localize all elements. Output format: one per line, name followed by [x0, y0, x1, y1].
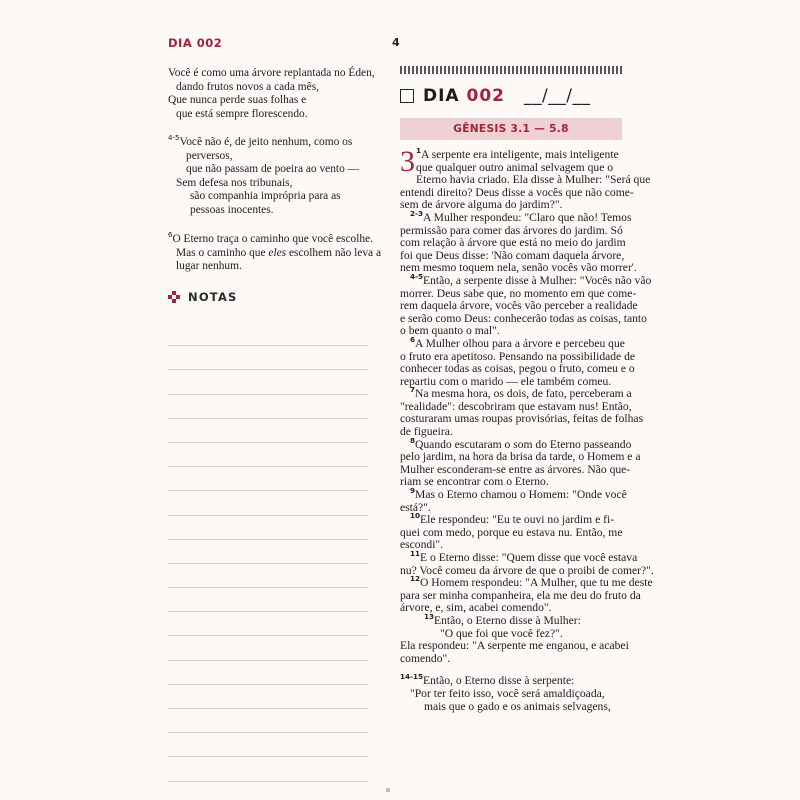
poem-line: Mas o caminho que eles escolhem não leva a	[176, 246, 382, 259]
scripture-line: mais que o gado e os animais selvagens,	[424, 699, 611, 713]
notes-line[interactable]	[168, 322, 368, 346]
page-marker-dot	[386, 788, 390, 792]
scripture-line: costuraram umas roupas provisórias, feitas de folhas	[400, 412, 644, 426]
day-number: 002	[196, 36, 223, 50]
notes-line[interactable]	[168, 540, 368, 564]
scripture-line: $^{10}$Ele respondeu: "Eu te ouvi no jardim e fi-	[410, 511, 615, 527]
scripture-line: $^9$Mas o Eterno chamou o Homem: "Onde você	[410, 486, 627, 502]
scripture-line: está?".	[400, 500, 431, 514]
notes-line[interactable]	[168, 443, 368, 467]
scripture-line: $^{13}$Então, o Eterno disse à Mulher:	[424, 612, 581, 627]
dotted-rule	[400, 66, 622, 74]
scripture-line: entendi direito? Deus disse a vocês que não come-	[400, 185, 634, 199]
poem-line: lugar nenhum.	[176, 260, 242, 273]
verse-number: 4-5	[410, 272, 423, 282]
scripture-line: que qualquer outro animal selvagem que o	[416, 160, 614, 174]
day-label: DIA	[168, 36, 193, 50]
poem-line: são companhia imprópria para as	[190, 190, 341, 203]
date-field[interactable]: __/__/__	[524, 86, 591, 106]
notes-icon	[168, 291, 180, 303]
scripture-line: permissão para comer das árvores do jardim. Só	[400, 223, 623, 237]
notes-line[interactable]	[168, 661, 368, 685]
scripture-line: conhecer todas as coisas, pegou o fruto, comeu e o	[400, 362, 635, 376]
poem-line: que não passam de poeira ao vento —	[186, 163, 360, 176]
day-number: 002	[466, 86, 506, 106]
reading-reference: GÊNESIS 3.1 — 5.8	[453, 123, 569, 135]
poem-line: perversos,	[186, 149, 233, 162]
scripture-line: "realidade": descobriram que estavam nus! Então,	[400, 399, 632, 413]
scripture-line: sem de árvore alguma do jardim?".	[400, 198, 563, 212]
notes-label: NOTAS	[188, 290, 238, 304]
scripture-line: repartiu com o marido — ele também comeu.	[400, 374, 612, 388]
day-header-right	[423, 86, 505, 106]
scripture-line: $^{11}$E o Eterno disse: "Quem disse que você estava	[410, 549, 638, 564]
scripture-line: rem daquela árvore, vocês vão perceber a realidade	[400, 299, 638, 313]
scripture-line: "O que foi que você fez?".	[440, 626, 563, 640]
notes-line[interactable]	[168, 636, 368, 660]
verse-number: 7	[410, 385, 416, 395]
notes-line[interactable]	[168, 395, 368, 419]
verse-number: 8	[410, 435, 416, 445]
scripture-line: Eterno havia criado. Ela disse à Mulher: "Será que	[416, 173, 651, 187]
verse-number: 4-5	[168, 134, 180, 143]
psalm-stanza-3	[168, 231, 382, 274]
notes-line[interactable]	[168, 564, 368, 588]
scripture-line: $^7$Na mesma hora, os dois, de fato, perceberam a	[410, 385, 632, 401]
page-number: 4	[392, 36, 400, 49]
notes-line[interactable]	[168, 516, 368, 540]
scripture-line: $^{2-3}$A Mulher respondeu: "Claro que não! Temos	[410, 209, 632, 224]
scripture-line: quei com medo, porque eu estava nu. Então, me	[400, 525, 623, 539]
scripture-line: árvore, e, sim, acabei comendo".	[400, 601, 552, 615]
verse-number: 1	[416, 146, 422, 156]
verse-number: 11	[410, 549, 421, 559]
notes-line[interactable]	[168, 685, 368, 709]
notes-line[interactable]	[168, 733, 368, 757]
scripture-line: de figueira.	[400, 425, 453, 439]
verse-number: 10	[410, 511, 421, 521]
psalm-stanza-1	[168, 67, 375, 121]
verse-number: 14-15	[400, 672, 423, 682]
notes-line[interactable]	[168, 467, 368, 491]
poem-line: Sem defesa nos tribunais,	[176, 176, 293, 189]
notes-line[interactable]	[168, 346, 368, 370]
poem-line: $^6$O Eterno traça o caminho que você escolhe.	[168, 231, 373, 245]
scripture-line: "Por ter feito isso, você será amaldiçoada,	[410, 686, 605, 700]
verse-number: 13	[424, 612, 435, 622]
scripture-line: $^{14-15}$Então, o Eterno disse à serpente:	[400, 672, 575, 688]
scripture-line: foi que Deus disse: 'Não comam daquela árvore,	[400, 248, 625, 262]
scripture-line: $^{4-5}$Então, a serpente disse à Mulher: "Vocês não vão	[410, 272, 652, 287]
verse-number: 12	[410, 574, 421, 584]
notes-line[interactable]	[168, 709, 368, 733]
poem-line: que está sempre florescendo.	[176, 107, 308, 120]
day-label: DIA	[423, 86, 460, 106]
scripture-text	[400, 145, 654, 713]
day-complete-checkbox[interactable]	[400, 89, 414, 103]
poem-line: Você é como uma árvore replantada no Éden,	[168, 67, 375, 79]
scripture-line: $^1$A serpente era inteligente, mais inteligente	[416, 146, 619, 161]
scripture-line: morrer. Deus sabe que, no momento em que come-	[400, 286, 637, 300]
notes-line[interactable]	[168, 491, 368, 515]
poem-line: Que nunca perde suas folhas e	[168, 94, 307, 107]
scripture-line: com relação à árvore que está no meio do jardim	[400, 236, 626, 250]
verse-number: 9	[410, 486, 416, 496]
reading-reference-band	[400, 118, 622, 140]
scripture-line: Ela respondeu: "A serpente me enganou, e acabei	[400, 639, 629, 653]
scripture-line: pelo jardim, na hora da brisa da tarde, o Homem e a	[400, 450, 641, 464]
scripture-line: $^{12}$O Homem respondeu: "A Mulher, que tu me deste	[410, 574, 653, 590]
verse-number: 6	[410, 335, 416, 345]
scripture-line: Mulher esconderam-se entre as árvores. Não que-	[400, 462, 631, 476]
scripture-line: escondi".	[400, 538, 444, 552]
scripture-line: $^6$A Mulher olhou para a árvore e percebeu que	[410, 335, 625, 350]
verse-number: 6	[168, 231, 173, 240]
verse-number: 2-3	[410, 209, 423, 219]
psalm-stanza-2	[168, 136, 368, 218]
notes-line[interactable]	[168, 588, 368, 612]
poem-line: dando frutos novos a cada mês,	[176, 80, 319, 93]
notes-line[interactable]	[168, 612, 368, 636]
scripture-line: riam se encontrar com o Eterno.	[400, 475, 549, 489]
notes-header	[168, 290, 238, 304]
day-header-left	[168, 36, 222, 50]
notes-line[interactable]	[168, 370, 368, 394]
notes-line[interactable]	[168, 757, 368, 781]
poem-line: $^{4-5}$Você não é, de jeito nenhum, como os	[168, 134, 353, 148]
scripture-line: para ser minha companheira, ela me deu do fruto da	[400, 588, 641, 602]
scripture-line: nu? Você comeu da árvore de que o proibi de comer?".	[400, 563, 654, 577]
chapter-number: 3	[400, 145, 415, 178]
notes-line[interactable]	[168, 419, 368, 443]
scripture-line: $^8$Quando escutaram o som do Eterno passeando	[410, 435, 632, 451]
scripture-line: comendo".	[400, 651, 451, 665]
scripture-line: e serão como Deus: conhecerão todas as coisas, tanto	[400, 311, 647, 325]
notes-lines[interactable]	[168, 322, 368, 782]
scripture-line: nem mesmo toquem nela, senão vocês vão morrer'.	[400, 261, 637, 275]
poem-line: pessoas inocentes.	[190, 203, 274, 216]
scripture-line: o fruto era apetitoso. Pensando na possibilidade de	[400, 349, 636, 363]
scripture-line: o bem quanto o mal".	[400, 324, 500, 338]
